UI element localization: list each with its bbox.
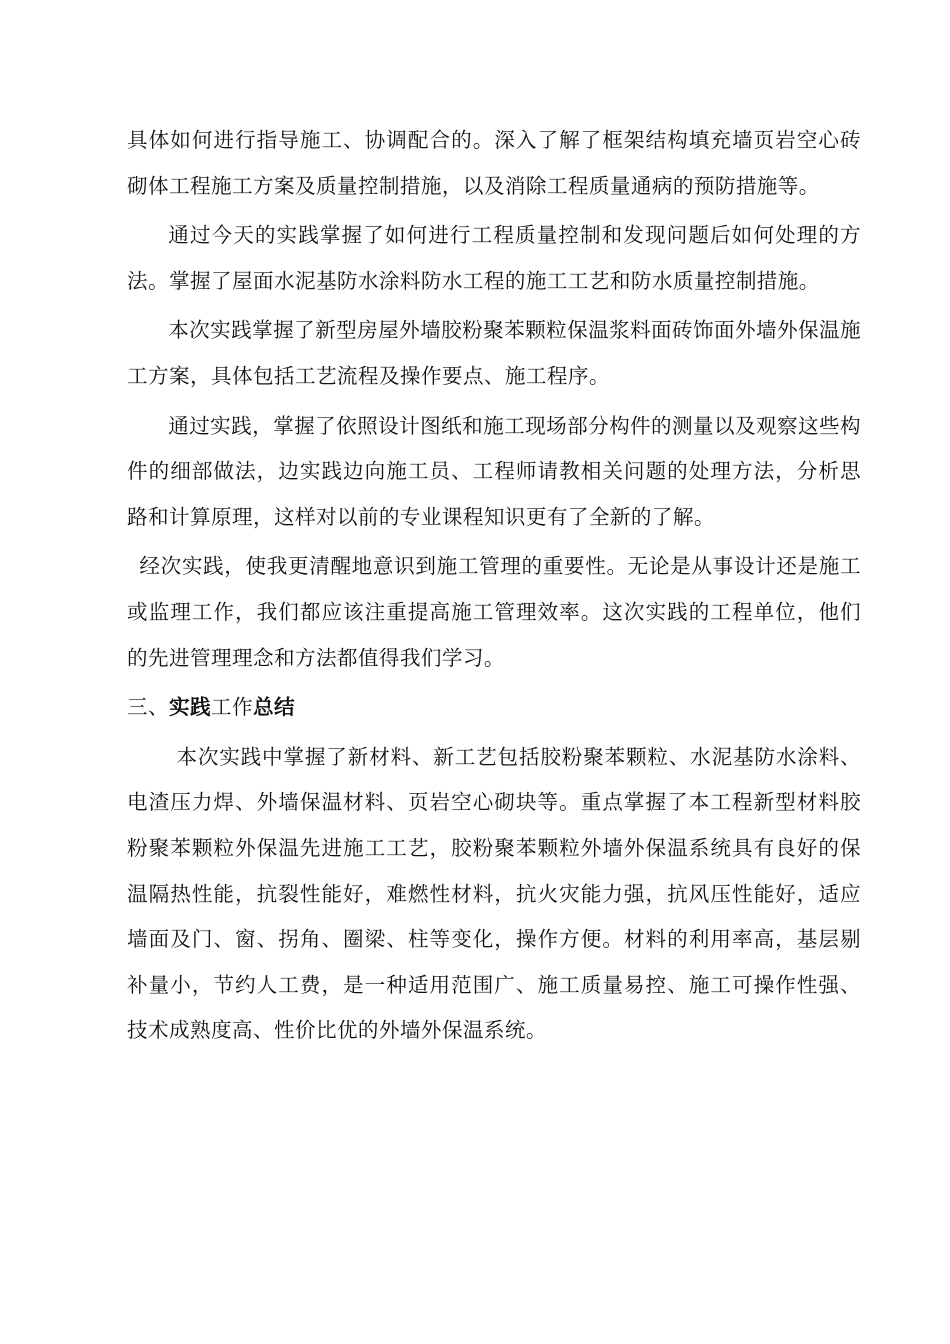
paragraph-quality-control: 通过今天的实践掌握了如何进行工程质量控制和发现问题后如何处理的方法。掌握了屋面水泥基防水涂料防水工程的施工工艺和防水质量控制措施。 (127, 223, 861, 293)
paragraph-guidance: 具体如何进行指导施工、协调配合的。深入了解了框架结构填充墙页岩空心砖砌体工程施工方案及质量控制措施，以及消除工程质量通病的预防措施等。 (127, 128, 861, 198)
heading-middle: 工作 (211, 695, 253, 720)
heading-bold-2: 总结 (253, 695, 295, 720)
heading-bold-1: 实践 (169, 695, 211, 720)
heading-prefix: 三、 (127, 695, 169, 720)
paragraph-insulation: 本次实践掌握了新型房屋外墙胶粉聚苯颗粒保温浆料面砖饰面外墙外保温施工方案，具体包括工艺流程及操作要点、施工程序。 (127, 318, 861, 388)
paragraph-summary: 本次实践中掌握了新材料、新工艺包括胶粉聚苯颗粒、水泥基防水涂料、电渣压力焊、外墙保温材料、页岩空心砌块等。重点掌握了本工程新型材料胶粉聚苯颗粒外保温先进施工工艺，胶粉聚苯颗粒外墙外保温系统具有良好的保温隔热性能，抗裂性能好，难燃性材料，抗火灾能力强，抗风压性能好，适应墙面及门、窗、拐角、圈梁、柱等变化，操作方便。材料的利用率高，基层剔补量小，节约人工费，是一种适用范围广、施工质量易控、施工可操作性强、技术成熟度高、性价比优的外墙外保温系统。 (127, 744, 861, 1043)
document-page (127, 118, 861, 1058)
paragraph-management: 经次实践，使我更清醒地意识到施工管理的重要性。无论是从事设计还是施工或监理工作，我们都应该注重提高施工管理效率。这次实践的工程单位，他们的先进管理理念和方法都值得我们学习。 (127, 554, 861, 670)
paragraph-measurement: 通过实践，掌握了依照设计图纸和施工现场部分构件的测量以及观察这些构件的细部做法，边实践边向施工员、工程师请教相关问题的处理方法，分析思路和计算原理，这样对以前的专业课程知识更有了全新的了解。 (127, 413, 861, 529)
section-heading (127, 685, 861, 731)
